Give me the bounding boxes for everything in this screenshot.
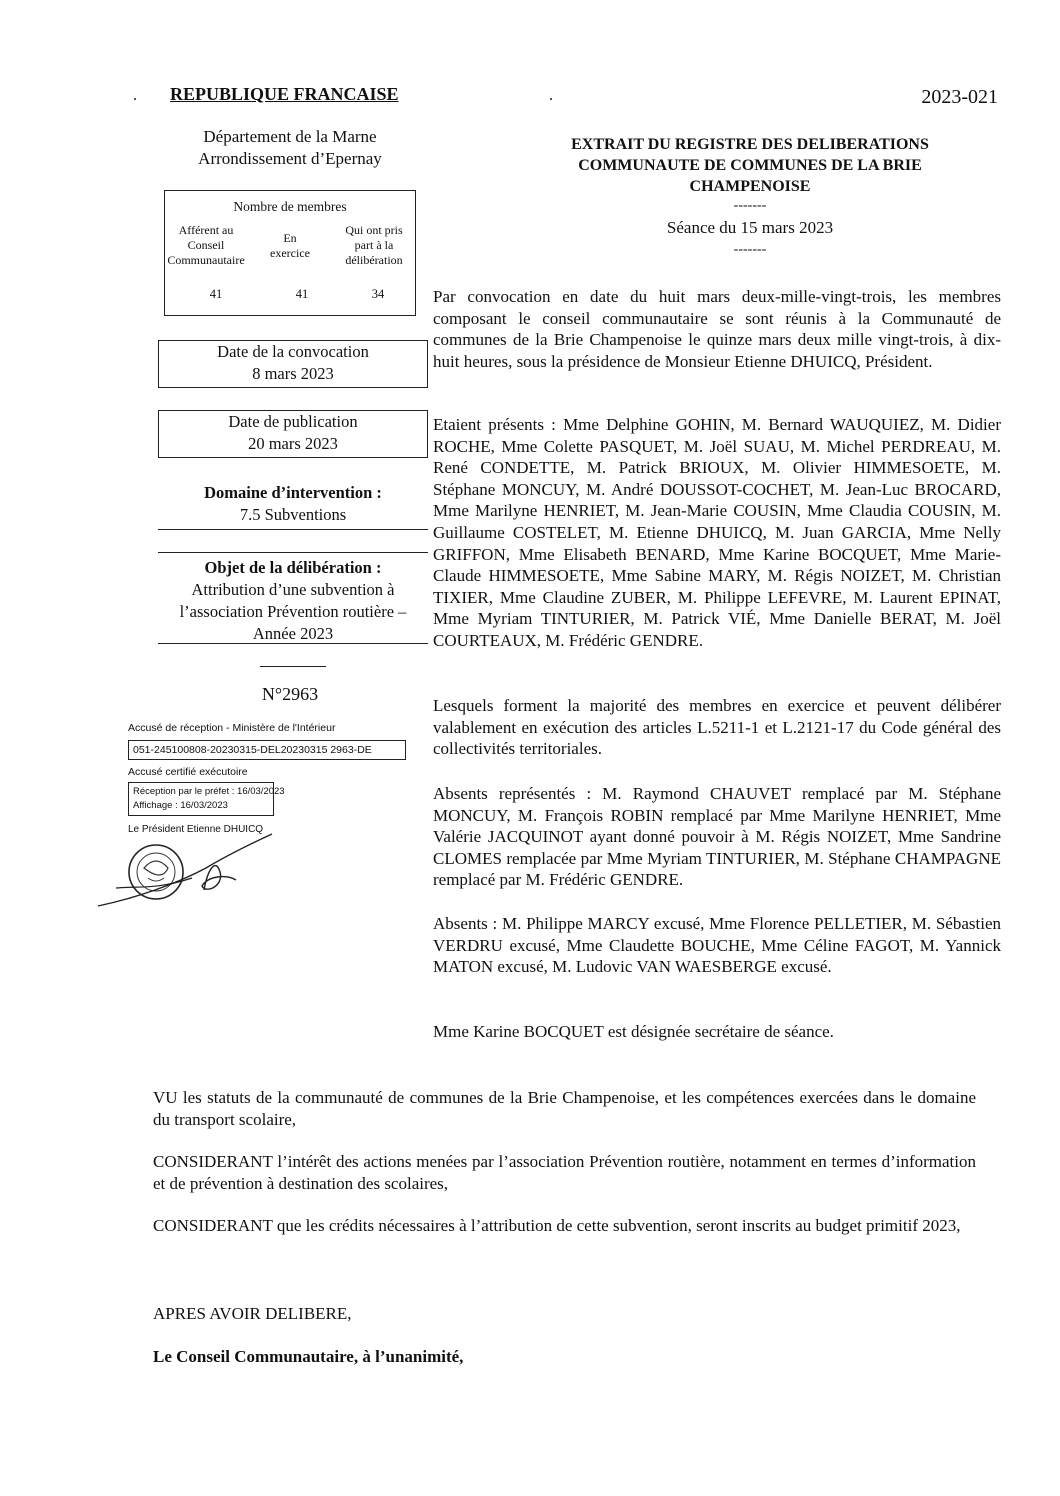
republique-title: REPUBLIQUE FRANCAISE: [170, 84, 399, 104]
members-deliberation-value: 34: [371, 287, 385, 301]
department-block: [170, 126, 410, 170]
president-label: Le Président Etienne DHUICQ: [128, 824, 264, 835]
reception-reference-box: 051-245100808-20230315-DEL20230315 2963-DE: [128, 740, 406, 760]
objet-label: Objet de la délibération :: [204, 558, 382, 577]
domaine-box: [158, 482, 428, 530]
quorum-paragraph: Lesquels forment la majorité des membres en exercice et peuvent délibérer valablement en exécution des articles L.5211-1 et L.2121-17 du Code général des collectivités territoriales.: [433, 696, 1001, 759]
members-count-box: [164, 190, 416, 316]
scan-speck: [134, 98, 136, 100]
domaine-label: Domaine d’intervention :: [204, 483, 382, 502]
publication-date-box: [158, 410, 428, 458]
label-line: part à la: [354, 238, 394, 252]
secretaire-paragraph: Mme Karine BOCQUET est désignée secrétaire de séance.: [433, 1022, 834, 1041]
title-separator: -------: [733, 198, 767, 213]
extract-title: [520, 134, 980, 197]
considerant-paragraph-2: CONSIDERANT que les crédits nécessaires à l’attribution de cette subvention, seront inscrits au budget primitif 2023,: [153, 1216, 961, 1235]
numero-separator: [260, 666, 326, 667]
scan-speck: [550, 98, 552, 100]
extract-title-line: EXTRAIT DU REGISTRE DES DELIBERATIONS: [571, 136, 929, 153]
members-title: Nombre de membres: [233, 199, 347, 214]
label-line: En: [283, 231, 297, 245]
publication-label: Date de publication: [228, 412, 358, 431]
objet-line: Année 2023: [252, 624, 334, 643]
members-col-exercice-label: [251, 231, 329, 261]
label-line: Conseil: [187, 238, 225, 252]
objet-line: l’association Prévention routière –: [179, 602, 407, 621]
vu-paragraph: VU les statuts de la communauté de communes de la Brie Champenoise, et les compétences exercées dans le domaine du transport scolaire,: [153, 1088, 976, 1129]
convocation-label: Date de la convocation: [217, 342, 369, 361]
extract-title-line: COMMUNAUTE DE COMMUNES DE LA BRIE: [578, 157, 922, 174]
certified-dates-box: [128, 782, 285, 816]
signature-stamp-icon: [96, 828, 296, 910]
label-line: délibération: [345, 253, 403, 267]
affichage-line: Affichage : 16/03/2023: [133, 800, 228, 811]
members-col-afferent-label: [167, 223, 245, 268]
label-line: Qui ont pris: [345, 223, 403, 237]
reference-number: 2023-021: [921, 86, 998, 108]
deliberation-number: N°2963: [261, 684, 319, 704]
apres-deliberation: APRES AVOIR DELIBERE,: [153, 1304, 352, 1323]
convocation-paragraph: Par convocation en date du huit mars deux-mille-vingt-trois, les membres composant le conseil communautaire se sont réunis à la Communauté de communes de la Brie Champenoise le quinze mars deux mille vingt-trois, à dix-huit heures, sous la présidence de Monsieur Etienne DHUICQ, Président.: [433, 287, 1001, 371]
convocation-value: 8 mars 2023: [252, 364, 334, 383]
prefet-reception-line: Réception par le préfet : 16/03/2023: [133, 786, 285, 797]
representes-paragraph: Absents représentés : M. Raymond CHAUVET remplacé par M. Stéphane MONCUY, M. François ROBIN remplacé par Mme Marilyne HENRIET, Mme Valérie JACQUINOT ayant donné pouvoir à M. Régis NOIZET, Mme Sandrine CLOMES remplacée par Mme Myriam TINTURIER, M. Stéphane CHAMPAGNE remplacé par M. Frédéric GENDRE.: [433, 784, 1001, 890]
label-line: Afférent au: [178, 223, 234, 237]
seance-date: Séance du 15 mars 2023: [666, 218, 834, 237]
absents-paragraph: Absents : M. Philippe MARCY excusé, Mme Florence PELLETIER, M. Sébastien VERDRU excusé, Mme Claudette BOUCHE, Mme Céline FAGOT, M. Yannick MATON excusé, M. Ludovic VAN WAESBERGE excusé.: [433, 914, 1001, 977]
objet-line: Attribution d’une subvention à: [191, 580, 395, 599]
publication-value: 20 mars 2023: [248, 434, 338, 453]
arrondissement-line: Arrondissement d’Epernay: [198, 149, 382, 168]
certified-label: Accusé certifié exécutoire: [128, 766, 248, 778]
label-line: Communautaire: [167, 253, 245, 267]
members-exercice-value: 41: [295, 287, 309, 301]
extract-title-line: CHAMPENOISE: [689, 178, 811, 195]
considerant-paragraph-1: CONSIDERANT l’intérêt des actions menées par l’association Prévention routière, notamment en termes d’information et de prévention à destination des scolaires,: [153, 1152, 976, 1193]
members-afferent-value: 41: [209, 287, 223, 301]
label-line: exercice: [270, 246, 310, 260]
seance-separator: -------: [733, 242, 767, 257]
domaine-value: 7.5 Subventions: [239, 505, 347, 524]
conseil-decision: Le Conseil Communautaire, à l’unanimité,: [153, 1347, 464, 1366]
presents-paragraph: Etaient présents : Mme Delphine GOHIN, M. Bernard WAUQUIEZ, M. Didier ROCHE, Mme Colette PASQUET, M. Joël SUAU, M. Michel PERDREAU, M. René CONDETTE, M. Patrick BRIOUX, M. Olivier HIMMESOETE, M. Stéphane MONCUY, M. André DOUSSOT-COCHET, M. Jean-Luc BROCARD, Mme Marilyne HENRIET, M. Jean-Marie COUSIN, Mme Claudia COUSIN, M. Guillaume COSTELET, M. Etienne DHUICQ, M. Juan GARCIA, Mme Nelly GRIFFON, Mme Elisabeth BENARD, Mme Karine BOCQUET, Mme Marie-Claude HIMMESOETE, Mme Sabine MARY, M. Régis NOIZET, M. Christian TIXIER, Mme Claudine ZUBER, M. Philippe LEFEVRE, M. Laurent EPINAT, Mme Myriam TINTURIER, M. Patrick VIÉ, Mme Danielle BERAT, M. Joël COURTEAUX, M. Frédéric GENDRE.: [433, 415, 1001, 650]
departement-line: Département de la Marne: [203, 127, 377, 146]
reception-label: Accusé de réception - Ministère de l'Intérieur: [128, 722, 336, 734]
members-col-deliberation-label: [335, 223, 413, 268]
convocation-date-box: [158, 340, 428, 388]
objet-box: [158, 552, 428, 644]
